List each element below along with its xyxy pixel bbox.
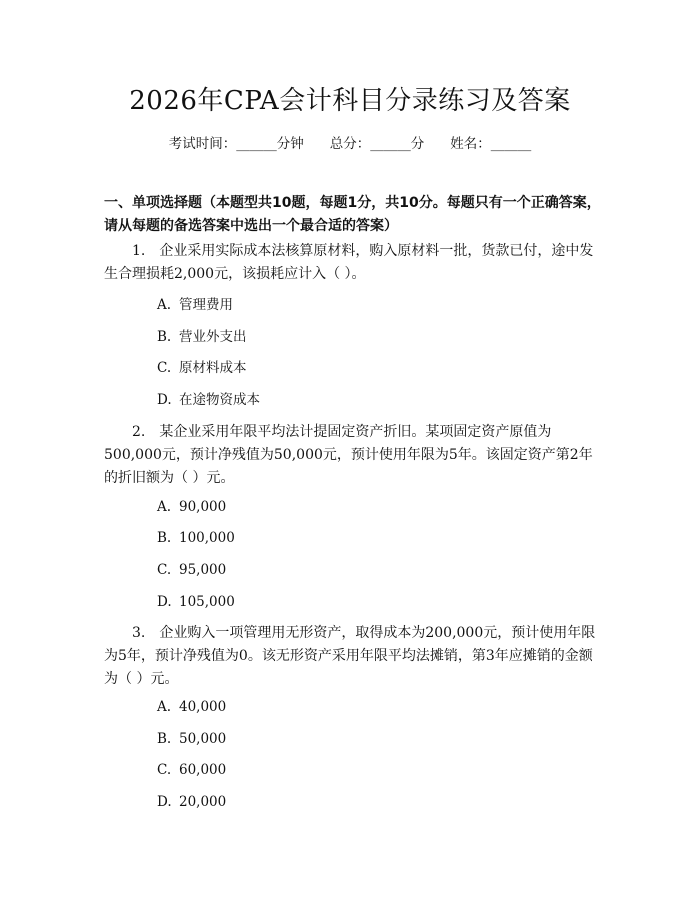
option-text: 50,000 (179, 731, 227, 747)
option-text: 原材料成本 (179, 360, 247, 376)
question-number: 3. (132, 625, 146, 641)
name-field: 姓名：______ (450, 136, 532, 152)
option-text: 90,000 (179, 499, 227, 515)
question-number: 1. (132, 243, 146, 259)
option-text: 20,000 (179, 794, 227, 810)
question-text: 企业购入一项管理用无形资产，取得成本为200,000元，预计使用年限为5年，预计净残值为0。该无形资产采用年限平均法摊销，第3年应摊销的金额为（ ）元。 (104, 625, 596, 687)
option-letter: D. (157, 594, 172, 610)
option-letter: B. (157, 329, 172, 345)
question-number: 2. (132, 424, 146, 440)
question-3-option-b (157, 729, 226, 749)
option-letter: D. (157, 794, 172, 810)
option-letter: C. (157, 360, 172, 376)
question-2 (104, 421, 600, 490)
question-3 (104, 622, 600, 691)
option-letter: B. (157, 731, 172, 747)
question-1 (104, 240, 600, 286)
option-text: 40,000 (179, 699, 227, 715)
option-text: 营业外支出 (179, 329, 247, 345)
question-text: 企业采用实际成本法核算原材料，购入原材料一批，货款已付，途中发生合理损耗2,000元，该损耗应计入（ ）。 (104, 243, 594, 282)
question-text: 某企业采用年限平均法计提固定资产折旧。某项固定资产原值为500,000元，预计净残值为50,000元，预计使用年限为5年。该固定资产第2年的折旧额为（ ）元。 (104, 424, 593, 486)
option-letter: D. (157, 392, 172, 408)
question-3-option-a (157, 697, 226, 717)
section-heading: 一、单项选择题（本题型共10题，每题1分，共10分。每题只有一个正确答案，请从每题的备选答案中选出一个最合适的答案） (104, 195, 601, 234)
document-title: 2026年CPA会计科目分录练习及答案 (129, 86, 571, 116)
option-letter: A. (157, 699, 172, 715)
exam-meta-line (0, 132, 700, 152)
option-text: 105,000 (179, 594, 235, 610)
total-score-field: 总分：______分 (329, 136, 425, 152)
option-letter: A. (157, 499, 172, 515)
option-text: 100,000 (179, 530, 235, 546)
option-text: 60,000 (179, 762, 227, 778)
question-3-option-d (157, 792, 226, 812)
option-letter: A. (157, 297, 172, 313)
option-letter: B. (157, 530, 172, 546)
option-text: 在途物资成本 (179, 392, 260, 408)
option-letter: C. (157, 562, 172, 578)
question-2-option-b (157, 528, 235, 548)
question-1-option-b (157, 327, 247, 347)
question-2-option-c (157, 560, 226, 580)
question-3-option-c (157, 760, 226, 780)
question-2-option-a (157, 497, 226, 517)
option-text: 管理费用 (179, 297, 233, 313)
question-2-option-d (157, 592, 235, 612)
question-1-option-c (157, 358, 247, 378)
question-1-option-a (157, 295, 233, 315)
question-1-option-d (157, 390, 260, 410)
option-text: 95,000 (179, 562, 227, 578)
exam-time-field: 考试时间：______分钟 (168, 136, 304, 152)
option-letter: C. (157, 762, 172, 778)
